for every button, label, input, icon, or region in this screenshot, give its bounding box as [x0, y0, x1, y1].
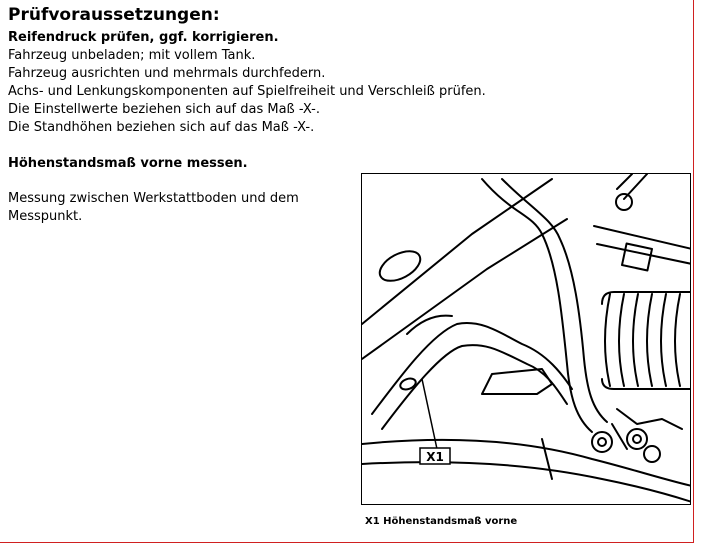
measurement-paragraph: Messung zwischen Werkstattboden und dem Messpunkt. [8, 191, 299, 224]
section-heading: Höhenstandsmaß vorne messen. [8, 156, 248, 171]
prerequisite-line: Die Standhöhen beziehen sich auf das Maß -X-. [8, 120, 315, 135]
prerequisite-line: Fahrzeug unbeladen; mit vollem Tank. [8, 48, 256, 63]
prerequisite-line: Die Einstellwerte beziehen sich auf das Maß -X-. [8, 102, 320, 117]
x1-label: X1 [426, 450, 444, 464]
suspension-drawing [362, 174, 691, 505]
prerequisite-line: Fahrzeug ausrichten und mehrmals durchfedern. [8, 66, 326, 81]
prerequisite-line: Achs- und Lenkungskomponenten auf Spielfreiheit und Verschleiß prüfen. [8, 84, 486, 99]
prerequisite-line: Reifendruck prüfen, ggf. korrigieren. [8, 30, 279, 45]
figure-caption: X1 Höhenstandsmaß vorne [365, 516, 518, 527]
prerequisites-list [8, 29, 486, 137]
page-title: Prüfvoraussetzungen: [8, 5, 220, 25]
suspension-illustration [361, 173, 691, 505]
